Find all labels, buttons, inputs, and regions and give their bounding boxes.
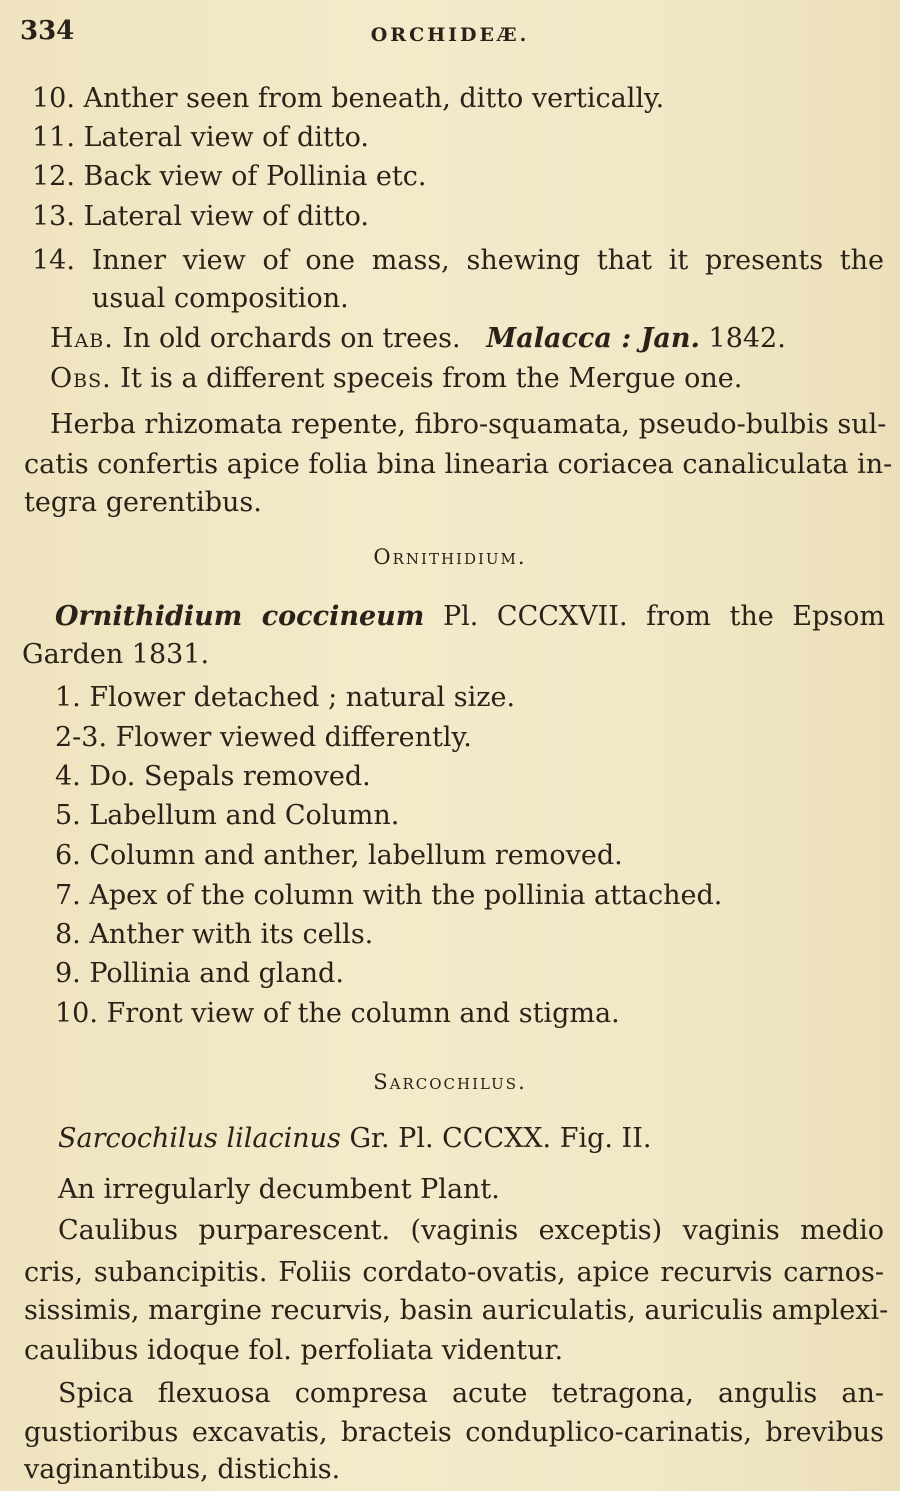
observation-line: Obs. It is a different speceis from the Mergue one.: [50, 363, 743, 394]
description-line: Caulibus purparescent. (vaginis exceptis) vaginis medio: [58, 1215, 884, 1246]
description-line: caulibus idoque fol. perfoliata videntur.: [24, 1335, 564, 1366]
page-number: 334: [20, 16, 75, 46]
habit-line: An irregularly decumbent Plant.: [58, 1174, 500, 1205]
species-line: Sarcochilus lilacinus Gr. Pl. CCCXX. Fig. II.: [58, 1123, 652, 1154]
genus-heading: Sarcochilus.: [373, 1070, 527, 1094]
figure-item: 11. Lateral view of ditto.: [32, 122, 369, 153]
figure-item: 6. Column and anther, labellum removed.: [55, 840, 623, 871]
figure-item: 10. Anther seen from beneath, ditto vertically.: [32, 83, 665, 114]
figure-item: 1. Flower detached ; natural size.: [55, 682, 516, 713]
figure-item: 4. Do. Sepals removed.: [55, 761, 371, 792]
running-title: ORCHIDEÆ.: [370, 24, 530, 46]
figure-item: 9. Pollinia and gland.: [55, 958, 344, 989]
genus-heading: Ornithidium.: [373, 545, 527, 569]
figure-item: 14. Inner view of one mass, shewing that it presents the: [32, 245, 884, 276]
habitat-line: Hab. In old orchards on trees. Malacca : Jan. 1842.: [50, 323, 786, 354]
figure-item: 10. Front view of the column and stigma.: [55, 998, 620, 1029]
figure-item: 8. Anther with its cells.: [55, 919, 374, 950]
description-line: gustioribus excavatis, bracteis conduplico-carinatis, brevibus: [24, 1417, 884, 1448]
figure-item: 5. Labellum and Column.: [55, 800, 400, 831]
description-line: cris, subancipitis. Foliis cordato-ovatis, apice recurvis carnos-: [24, 1257, 884, 1288]
description-line: Herba rhizomata repente, fibro-squamata, pseudo-bulbis sul-: [50, 409, 887, 440]
species-line: Ornithidium coccineum Pl. CCCXVII. from the Epsom: [55, 601, 885, 632]
figure-item: 2-3. Flower viewed differently.: [55, 722, 472, 753]
figure-item: 12. Back view of Pollinia etc.: [32, 161, 427, 192]
description-line: tegra gerentibus.: [24, 487, 262, 518]
figure-item: 13. Lateral view of ditto.: [32, 201, 369, 232]
description-line: vaginantibus, distichis.: [24, 1454, 341, 1485]
description-line: Spica flexuosa compresa acute tetragona, angulis an-: [58, 1378, 884, 1409]
figure-item-continuation: usual composition.: [92, 283, 349, 314]
species-line-continuation: Garden 1831.: [22, 639, 210, 670]
figure-item: 7. Apex of the column with the pollinia attached.: [55, 880, 723, 911]
description-line: sissimis, margine recurvis, basin auriculatis, auriculis amplexi-: [24, 1295, 889, 1326]
description-line: catis confertis apice folia bina linearia coriacea canaliculata in-: [24, 449, 893, 480]
